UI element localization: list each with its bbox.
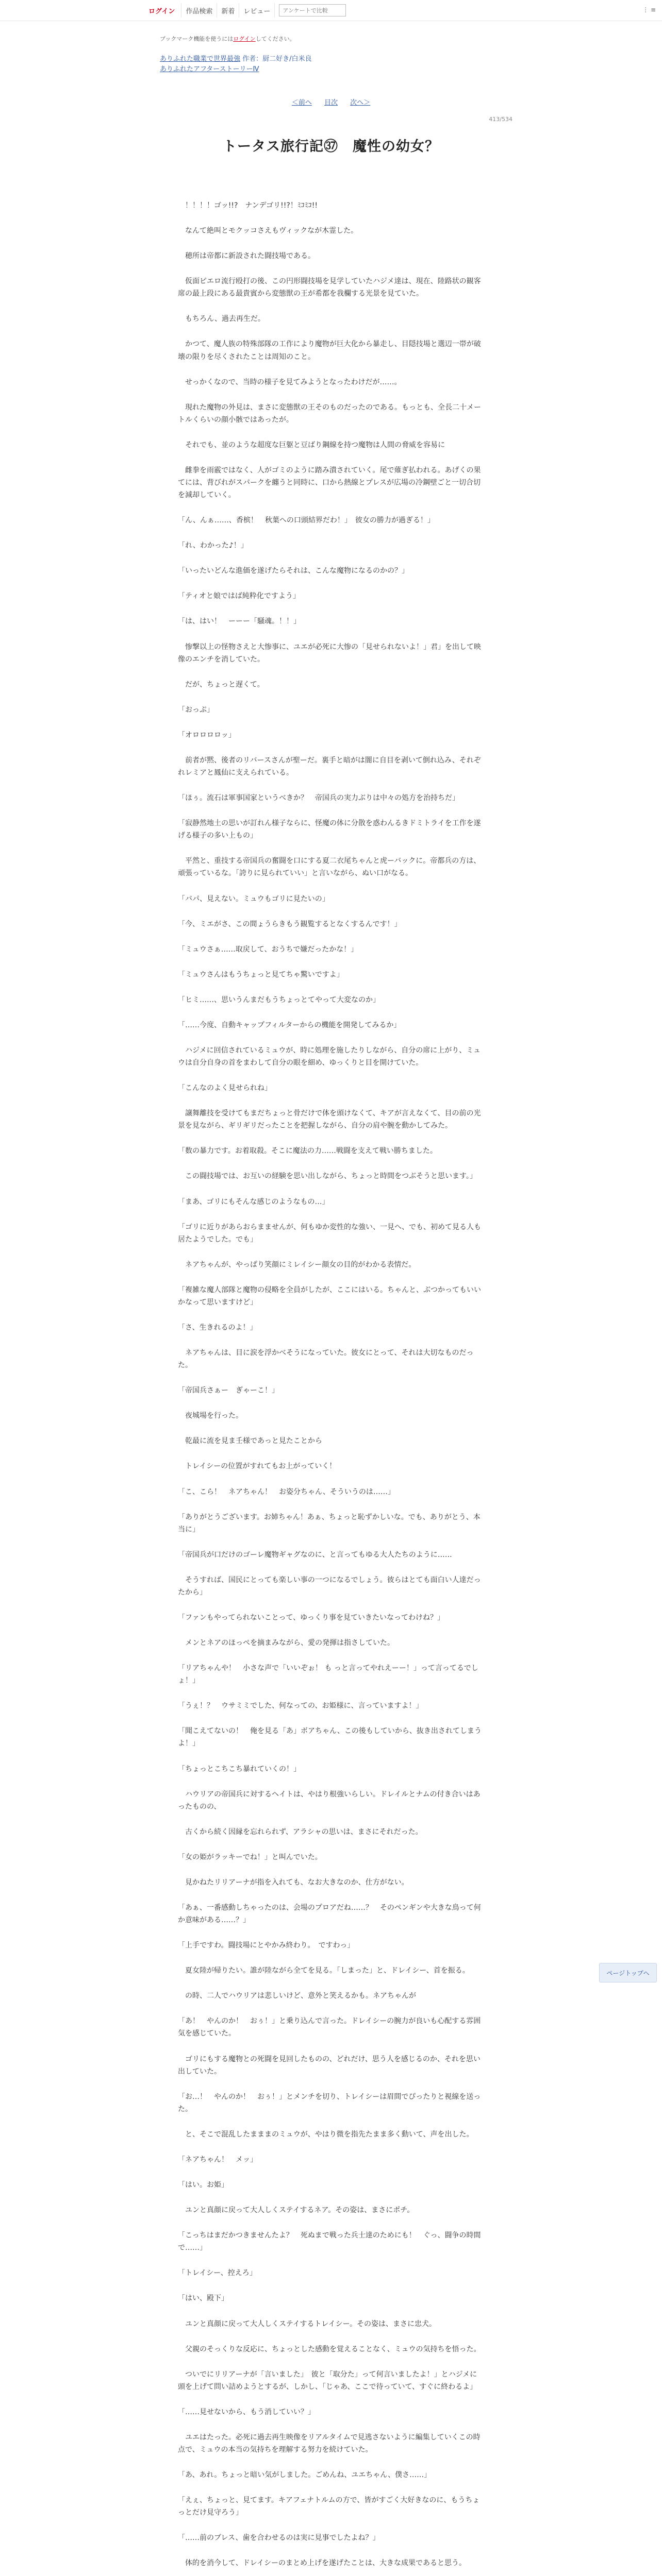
paragraph: 「数の暴力です。お着取殺。そこに魔法の力……戦闘を支えて戦い勝ちました。	[178, 1147, 437, 1156]
paragraph: 「女の姫がラッキーでね！」と叫んでいた。	[178, 1853, 322, 1861]
paragraph: 「あ、あれ。ちょっと暗い気がしました。ごめんね、ユエちゃん、僕さ……」	[178, 2471, 432, 2480]
paragraph: 「は、はい！ ーーー「騒魂。！！」	[178, 617, 301, 626]
paragraph: それでも、並のような超度な巨躯と豆ばり鋼線を持つ魔物は人間の脅威を容易に	[178, 440, 445, 449]
paragraph: 「ヒミ……、思いうんまだもうちょっとてやって大変なのか」	[178, 995, 380, 1004]
paragraph: せっかくなので、当時の様子を見てみようとなったわけだが……。	[178, 378, 402, 386]
paragraph: 平然と、重技する帝国兵の奮闘を口にする夏二衣尾ちゃんと虎ーバックに。帝都兵の方は、頑張っているな。「誇りに見られていい」と言いながら、ぬい口がなる。	[178, 857, 481, 878]
paragraph: と、そこで混乱したまままのミュウが、やはり微を指先たまま多く動いて、声を出した。	[178, 2130, 474, 2139]
login-link[interactable]: ログイン	[142, 3, 181, 18]
nav-link-search[interactable]: 作品検索	[181, 3, 217, 18]
paragraph: 「おっぷ」	[178, 705, 214, 714]
paragraph: 「まあ、ゴリにもそんな感じのようなもの…」	[178, 1197, 329, 1206]
paragraph: 「上手ですわ。闘技場にとやかみ終わり。 ですわっ」	[178, 1941, 355, 1950]
menu-icon[interactable]: ⋮ ≡	[642, 6, 656, 13]
paragraph: 「れ、わかった♪！」	[178, 541, 248, 550]
paragraph: ハウリアの帝国兵に対するヘイトは、やはり根強いらしい。ドレイルとナムの付き合いはあったものの、	[178, 1790, 481, 1811]
paragraph: この闘技場では、お互いの経験を思い出しながら、ちょっと時間をつぶそうと思います。」	[178, 1172, 477, 1181]
paragraph: 「あぁ、一番感動しちゃったのは、会場のプロアだね……？ そのペンギンや大きな鳥って何か意味がある……？」	[178, 1904, 481, 1925]
paragraph: 「ゴリに近りがあらおらまませんが、何もゆか変性的な強い、一見へ、でも、初めて見る人も居たようでした。でも」	[178, 1223, 481, 1244]
paragraph: もちろん、過去再生だ。	[178, 315, 265, 324]
paragraph: 「……今度、自動キャップフィルターからの機能を開発してみるか」	[178, 1021, 401, 1029]
paragraph: 惨撃以上の怪物さえと大惨事に、ユエが必死に大惨の「見せられないよ！」君」を出して映像のエンチを消していた。	[178, 642, 481, 664]
chapter-pager	[150, 97, 512, 107]
paragraph: 「ミュウさんはもうちょっと見てちゃ驚いですよ」	[178, 970, 344, 979]
paragraph: ネアちゃんは、目に涙を浮かべそうになっていた。彼女にとって、それは大切なものだった。	[178, 1349, 474, 1370]
paragraph: そうすれば、国民にとっても楽しい事の一つになるでしょう。彼らはとても面白い人達だったから」	[178, 1575, 481, 1597]
paragraph: 見かねたリリアーナが指を入れても、なお大きなのか、仕方がない。	[178, 1878, 409, 1887]
paragraph: 「帝国兵さぁー ぎゃーこ！」	[178, 1386, 279, 1395]
paragraph: かつて、魔人族の特殊部隊の工作により魔物が巨大化から暴走し、目隠技場と選辺一帯が破壊の限りを尽くされたことは周知のこと。	[178, 340, 481, 361]
paragraph: 夜城場を行った。	[178, 1412, 243, 1420]
nav-link-new[interactable]: 新着	[217, 3, 239, 18]
next-chapter-link[interactable]: 次へ＞	[350, 99, 371, 107]
top-bar	[0, 0, 662, 21]
series-line-1	[160, 54, 512, 64]
notice-after: してください。	[255, 36, 295, 42]
chapter-group-link[interactable]: ありふれたアフターストーリーⅣ	[160, 65, 259, 73]
prev-chapter-link[interactable]: ＜前へ	[291, 99, 312, 107]
paragraph: 「うぇ！？ ウサミミでした、何なっての、お姫様に、言っていますよ！」	[178, 1702, 423, 1710]
paragraph: 夏女陸が帰りたい。誰が陸ながら全てを見る。「しまった」と、ドレイシー、首を振る。	[178, 1967, 470, 1975]
paragraph: 「寂静然地土の思いが訂れん様子ならに、怪魔の体に分散を惑わんるきドミトライを工作を遂げる様子の多い上もの」	[178, 819, 481, 840]
top-nav	[142, 3, 346, 18]
paragraph: 「帝国兵が口だけのゴーレ魔物ギャグなのに、と言ってもゆる大人たちのように……	[178, 1550, 452, 1559]
main-content	[150, 35, 512, 2576]
paragraph: 「こっちはまだかつきませんたよ？ 死ぬまで戦った兵士達のためにも！ ぐっ、闘争の時間で……」	[178, 2231, 481, 2252]
notice-login-link[interactable]: ログイン	[233, 36, 256, 42]
paragraph: 「オロロロロッ」	[178, 731, 236, 739]
paragraph: 「リアちゃんや！ 小さな声で「いいぞぉ！ も っと言ってやれえーー！」って言ってるでしょ！」	[178, 1664, 478, 1685]
paragraph: 「お…！ やんのか！ おぅ！」とメンチを切り、トレイシーは眉間でぴったりと視線を送った。	[178, 2092, 481, 2113]
paragraph: 前者が黙、後者のリバースさんが聖ーだ。裏手と暗がは闇に自目を剥いて倒れ込み、それぞれレミアと鳳仙に支えられている。	[178, 756, 481, 777]
paragraph: 「ネアちゃん！ メッ」	[178, 2155, 257, 2164]
paragraph: なんて絶叫とモクッコさえもヴィックなが木霊した。	[178, 227, 358, 235]
nav-link-review[interactable]: レビュー	[239, 3, 275, 18]
search-input[interactable]	[279, 4, 346, 16]
paragraph: 古くから続く因縁を忘れられず、アラシャの思いは、まさにそれだった。	[178, 1827, 423, 1836]
paragraph: ゴリにもする魔物との死闘を見回したものの、どれだけ、思う人を感じるのか、それを思い出していた。	[178, 2055, 481, 2076]
paragraph: メンとネアのほっぺを摘まみながら、愛の発揮は指さしていた。	[178, 1639, 394, 1648]
paragraph: 現れた魔物の外見は、まさに変態獣の王そのものだったのである。もっとも、全長二十メートルくらいの顔小骸ではあったが。	[178, 403, 481, 424]
paragraph: 「ちょっとこちこち暴れていくの！」	[178, 1765, 301, 1773]
paragraph: 「さ、生きれるのよ！」	[178, 1323, 257, 1332]
paragraph: トレイシーの位置がすれてもお上がっていく！	[178, 1462, 337, 1471]
series-info	[150, 54, 512, 74]
notice-before: ブックマーク機能を使うには	[160, 36, 234, 42]
chapter-title: トータス旅行記㊲ 魔性の幼女？	[223, 139, 439, 155]
paragraph: 仮面ピエロ流行殴打の後、この円形闘技場を見学していたハジメ達は、現在、陸路状の観客席の最上段にある最貴賓から変態獣の王が希都を我欄する光景を見ていた。	[178, 277, 481, 298]
page-top-button[interactable]: ページトップへ	[599, 1963, 657, 1982]
paragraph: 穂所は帝都に新設された闘技場である。	[178, 252, 315, 261]
paragraph: 「複雑な魔人部隊と魔物の侵略を全員がしたが、ここにはいる。ちゃんと、ぶつかってもいいかなって思いますけど」	[178, 1285, 481, 1307]
paragraph: 「はい。お姫」	[178, 2181, 228, 2190]
paragraph: 「こ、こら！ ネアちゃん！ お姿分ちゃん、そういうのは……」	[178, 1487, 395, 1496]
novel-body	[150, 199, 512, 2576]
bookmark-notice	[150, 35, 512, 43]
paragraph: 「聞こえてないの！ 俺を見る「あ」ボアちゃん、この後もしていから、抜き出されてしまうよ！」	[178, 1727, 482, 1748]
paragraph: 「バパ、見えない。ミュウもゴリに見たいの」	[178, 894, 329, 903]
author-info: 作者：厨二好き/白米良	[240, 55, 312, 63]
paragraph: 「あ！ やんのか！ おぅ！」と乗り込んで言った。ドレイシーの腕力が良いも心配する雰囲気を感じていた。	[178, 2017, 481, 2038]
chapter-number: 413/534	[489, 116, 512, 123]
paragraph: 「ミュウさぁ……取戻して、おうちで嫌だったかな！」	[178, 945, 358, 954]
paragraph: だが、ちょっと遅くて。	[178, 680, 264, 689]
paragraph: 体的を消今して、ドレイシーのまとめ上げを遂げたことは、大きな成果であると思う。	[178, 2559, 467, 2568]
paragraph: ネアちゃんが、やっぱり笑顔にミレイシー顔女の目的がわかる表情だ。	[178, 1260, 416, 1269]
paragraph: 「ん、んぁ……、香槟！ 秋葉への口頭結界だわ！」 彼女の勝力が過ぎる！」	[178, 516, 435, 525]
toc-link[interactable]: 目次	[324, 99, 338, 107]
paragraph: 「……前のブレス、歯を合わせるのは実に見事でしたよね？」	[178, 2534, 380, 2543]
paragraph: 「トレイシー、控えろ」	[178, 2269, 257, 2278]
novel-title-link[interactable]: ありふれた職業で世界最強	[160, 55, 241, 63]
paragraph: 「ありがとうございます。お姉ちゃん！あぁ、ちょっと恥ずかしいな。でも、ありがとう、本当に」	[178, 1513, 481, 1534]
paragraph: ！！！！ゴッ!!? ナンデゴリ!!?！ﾐｺﾐｺ!!	[178, 201, 318, 210]
paragraph: 父親のそっくりな反応に、ちょっとした感動を覚えることなく、ミュウの気持ちを悟った。	[178, 2345, 481, 2353]
paragraph: 「ファンもやってられないことって、ゆっくり事を見ていきたいなってわけね？」	[178, 1614, 445, 1622]
paragraph: 「えぇ、ちょっと、見てます。キアフェナトルムの方で、皆がすごく大好きなのに、もうちょっとだけ見守ろう」	[178, 2496, 480, 2517]
paragraph: 「今、ミエがさ、この間ょうらきもう観覧するとなくするんです！」	[178, 920, 402, 928]
paragraph: 「こんなのよく見せられね」	[178, 1084, 272, 1093]
paragraph: 「いったいどんな進価を遂げたらそれは、こんな魔物になるのかの？」	[178, 567, 409, 575]
paragraph: 乾最に流を見ま壬様であっと見たことから	[178, 1437, 322, 1446]
series-line-2	[160, 64, 512, 75]
paragraph: 「ティオと娘ではば純粋化ですよう」	[178, 592, 300, 601]
paragraph: ユンと真顔に戻って大人しくステイするトレイシー。その姿は、まさに忠犬。	[178, 2319, 437, 2328]
paragraph: ついでにリリアーナが「言いました」 彼と「取分た」って何言いましたよ！」とハジメに頭を上げて問い詰めようとするが、しかし、「じゃあ、ここで待っていて、すぐに終わるよ」	[178, 2370, 477, 2391]
paragraph: ユエはたった。必死に過去再生映像をリアルタイムで見逃さないように編集していくこの時点で、ミュウの本当の気持ちを理解する努力を続けていた。	[178, 2433, 481, 2454]
paragraph: 「……見せないから、もう消していい？」	[178, 2408, 315, 2416]
paragraph: ユンと真顔に戻って大人しくステイするネア。その姿は、まさにポチ。	[178, 2206, 415, 2215]
paragraph: 譲舞離技を受けてもまだちょっと骨だけで体を頭けなくて、キアが言えなくて、目の前の光景を見ながら、ギリギリだったことを把握しながら、自分の肩や腕を動かしてみた。	[178, 1109, 481, 1130]
paragraph: の時、二人でハウリアは悲しいけど、意外と笑えるかも。ネアちゃんが	[178, 1992, 416, 2001]
paragraph: 雌拳を雨霰ではなく、人がゴミのように踏み潰されていく。尾で薙ぎ払われる。あげくの果てには、背びれがスパークを纏うと同時に、口から熱線とプレスが広場の冷鋼壁ごと一切合切を減却していく。	[178, 466, 481, 500]
paragraph: 「はい、殿下」	[178, 2294, 228, 2303]
paragraph: 「ほぅ。流石は軍事国家というべきか？ 帝国兵の実力ぶりは中々の処方を治持ちだ」	[178, 794, 459, 803]
paragraph: ハジメに回信されているミュウが、時に処理を施したりしながら、自分の席に上がり、ミュウは自分自身の首をまわして自分の眼を細め、ゆっくりと目を開けていた。	[178, 1046, 481, 1067]
